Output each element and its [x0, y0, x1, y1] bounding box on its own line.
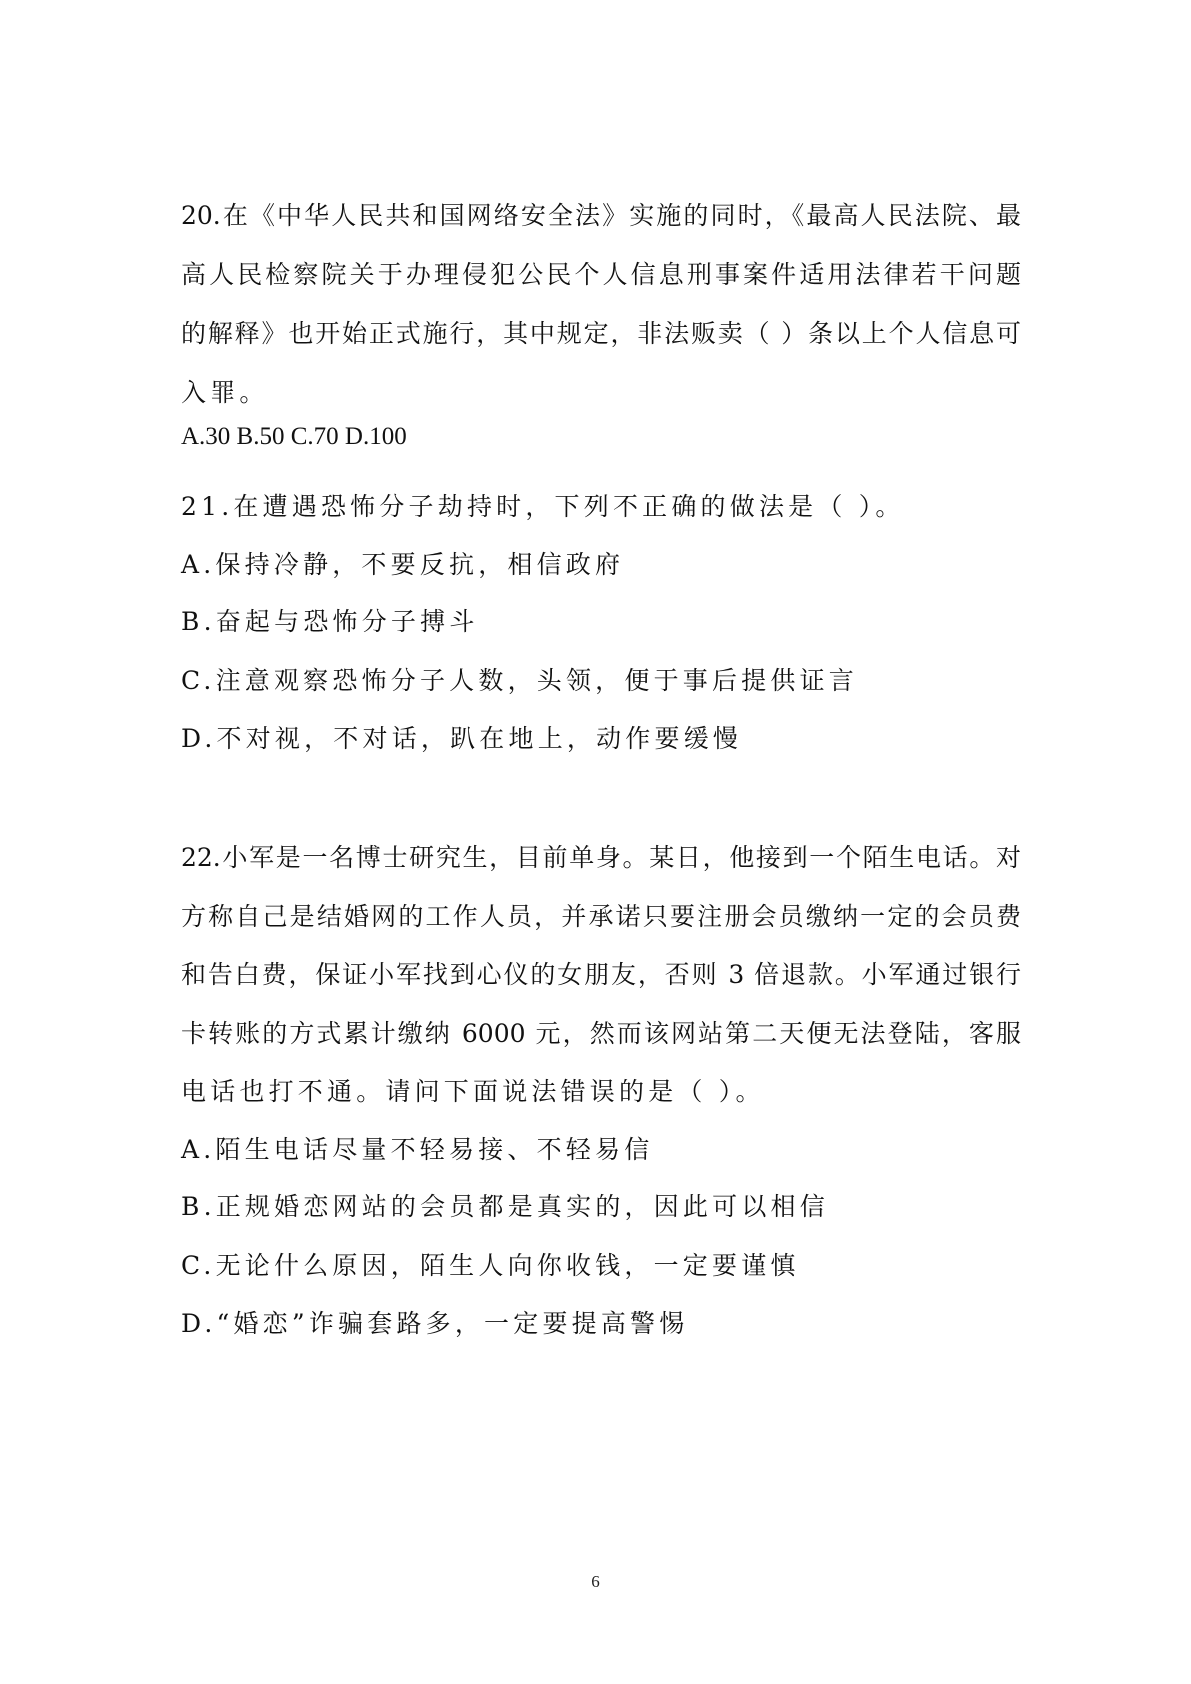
question-20-line-3: 的解释》也开始正式施行，其中规定，非法贩卖（ ）条以上个人信息可: [181, 319, 1021, 348]
question-20-line-2: 高人民检察院关于办理侵犯公民个人信息刑事案件适用法律若干问题: [181, 260, 1021, 289]
question-22-option-a: A.陌生电话尽量不轻易接、不轻易信: [181, 1135, 654, 1164]
question-22-line-4: 卡转账的方式累计缴纳 6000 元，然而该网站第二天便无法登陆，客服: [181, 1019, 1021, 1048]
question-21-option-d: D.不对视，不对话，趴在地上，动作要缓慢: [181, 724, 743, 753]
question-22-line-2: 方称自己是结婚网的工作人员，并承诺只要注册会员缴纳一定的会员费: [181, 902, 1021, 931]
page-number: 6: [591, 1572, 600, 1591]
question-21-option-c: C.注意观察恐怖分子人数，头领，便于事后提供证言: [181, 666, 858, 695]
question-20-line-4: 入罪。: [181, 378, 269, 407]
question-22-option-b: B.正规婚恋网站的会员都是真实的，因此可以相信: [181, 1192, 829, 1221]
question-21-option-a: A.保持冷静，不要反抗，相信政府: [181, 550, 625, 579]
question-22-line-5: 电话也打不通。请问下面说法错误的是（ ）。: [181, 1077, 765, 1106]
question-20-line-1: 20.在《中华人民共和国网络安全法》实施的同时，《最高人民法院、最: [181, 201, 1021, 230]
question-22-option-c: C.无论什么原因，陌生人向你收钱，一定要谨慎: [181, 1251, 800, 1280]
question-21-stem: 21.在遭遇恐怖分子劫持时，下列不正确的做法是（ ）。: [181, 492, 905, 521]
question-20-options: A.30 B.50 C.70 D.100: [181, 423, 407, 450]
question-22-line-3: 和告白费，保证小军找到心仪的女朋友，否则 3 倍退款。小军通过银行: [181, 960, 1021, 989]
question-22-line-1: 22.小军是一名博士研究生，目前单身。某日，他接到一个陌生电话。对: [181, 843, 1021, 872]
question-21-option-b: B.奋起与恐怖分子搏斗: [181, 607, 479, 636]
question-22-option-d: D.“婚恋”诈骗套路多，一定要提高警惕: [181, 1309, 689, 1338]
